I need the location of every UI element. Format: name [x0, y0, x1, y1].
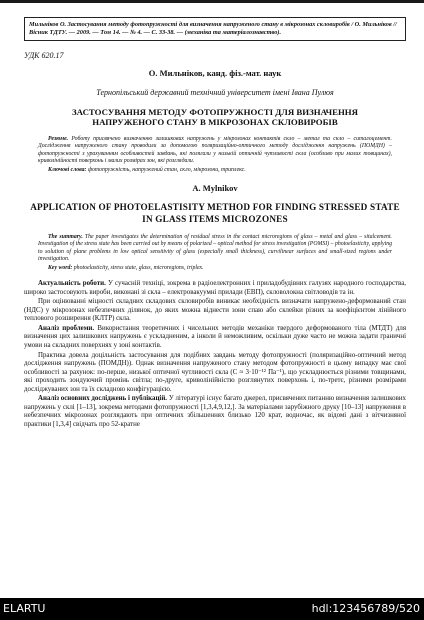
abstract-ua-label: Резюме.: [48, 136, 69, 142]
paragraph-text: При оцінюванні міцності складних складових скловиробів виникає необхідність визначати напружено-деформований стан (НДС) у мікрозонах небезпечних ділянок, до яких можна віднести зони спаю або склейки різних за коефіцієнтом лінійного теплового розширення (КЛТР) скла.: [24, 298, 406, 323]
author-ua: О. Мильніков, канд. фіз.-мат. наук: [148, 68, 282, 78]
article-body: [24, 280, 406, 429]
document-page: [24, 17, 406, 595]
paragraph-text: У літературі існує багато джерел, присвячених питанню визначення залишкових напружень у склі [1–13], зокрема методами фотопружності [1,3,4,9,12,]. За матеріалами зарубіжного друку [10–13] напруження в небезпечних мікрозонах розглядають при оптичних збільшеннях близько 120 крат, водночас, як відомі дані з вітчизняної практики [1,3,4] свідчать про 52-кратне: [24, 395, 406, 428]
body-paragraph: [24, 325, 406, 351]
body-paragraph: [24, 395, 406, 429]
title-ua: ЗАСТОСУВАННЯ МЕТОДУ ФОТОПРУЖНОСТІ ДЛЯ ВИЗНАЧЕННЯ НАПРУЖЕНОГО СТАНУ В МІКРОЗОНАХ СКЛОВИРОБІВ: [72, 107, 358, 127]
paragraph-text: Використання теоретичних і чисельних методів механіки твердого деформованого тіла (МТДТ) для визначення цих залишкових напружень є ускладненим, а інколи й неможливим, оскільки дуже часто не можна задати граничні умови на складних поверхнях у зоні контактів.: [24, 324, 406, 349]
paragraph-lead: Аналіз проблеми.: [38, 324, 95, 332]
title-en: APPLICATION OF PHOTOELASTISITY METHOD FOR FINDING STRESSED STATE IN GLASS ITEMS MICROZONES: [30, 202, 400, 224]
abstract-en-text: The paper investigates the determination of residual stress in the contact microregions of glass – metal and glass – sitalcement. Investigation of the stress state has been carried out by means of polarized – optical method for stress investigation (POMSI) – photoelasticity, applying to solution of plane problems in low optical sensitivity of glass (especially small thickness), curvilinear surfaces and small-sized regions under investigation.: [38, 234, 393, 263]
keywords-ua-text: фотопружність, напружений стан, скло, мікрозони, триплекс.: [87, 166, 246, 173]
keywords-en: [38, 265, 392, 272]
author-en: A. Mylnikov: [192, 183, 238, 194]
repository-name[interactable]: ELARTU: [3, 602, 46, 615]
affiliation: Тернопільський державний технічний університет імені Івана Пулюя: [96, 88, 334, 97]
paragraph-text: Практика довела доцільність застосування для подібних завдань методу фотопружності (поляризаційно-оптичний метод дослідження напружень (ПОМДН)). Однак визначення напруженого стану методом фотопружності в цьому випадку має свої особливості за рахунок: по-перше, низької оптичної чутливості скла (C ≈ 3·10⁻¹² Па⁻¹), що ускладнюється різними товщинами, які проходить зондуючий промінь світла; по-друге, криволінійністю розглянутих поверхонь і, по-третє, різними розмірами досліджуваних зон та їх складною конфігурацією.: [24, 351, 406, 393]
paragraph-lead: Аналіз основних досліджень і публікацій.: [38, 395, 168, 403]
keywords-ua: [38, 167, 392, 174]
abstract-en: [38, 234, 392, 264]
keywords-en-text: photoelasticity, stress state, glass, microregions, triplex.: [73, 264, 204, 271]
paragraph-lead: Актуальність роботи.: [38, 280, 106, 288]
abstract-en-label: The summary.: [48, 234, 83, 241]
citation-text: Мильніков О. Застосування методу фотопружності для визначення напруженого стану в мікрозонах скловиробів / О. Мильніков // Вісник ТДТУ. — 2009. — Том 14. — № 4. — С. 33-38. — (механіка та матеріалознавство).: [29, 21, 397, 36]
body-paragraph: [24, 352, 406, 395]
body-paragraph: [24, 298, 406, 324]
keywords-ua-label: Ключові слова:: [48, 166, 87, 173]
repository-footer: [0, 598, 424, 620]
udk-code: УДК 620.17: [24, 51, 64, 60]
abstract-ua: [38, 136, 392, 166]
keywords-en-label: Key word:: [48, 264, 73, 271]
citation-box: [24, 17, 406, 41]
handle-link[interactable]: hdl:123456789/520: [311, 602, 420, 615]
abstract-ua-text: Роботу присвячено визначенню залишкових напружень у мікрозонах контактів скло – метал та скло – ситалоцемент. Дослідження напруженого стану проводили за допомогою поляризаційно-оптичного методу дослідження напружень (ПОМДН) – фотопружності з урахуванням особливостей завдань, які полягали у низькій оптичній чутливості скла (особливо при малих товщинах), криволінійності поверхонь і малих розмірах зон, які розглядали.: [38, 136, 392, 165]
paragraph-text: У сучасній техніці, зокрема в радіоелектронних і приладобудівних галузях народного господарства, широко застосовують вироби, виконані зі скла – електровакуумні прилади (ЕВП), скловолокна світловодів та ін.: [24, 280, 406, 296]
body-paragraph: [24, 280, 406, 297]
